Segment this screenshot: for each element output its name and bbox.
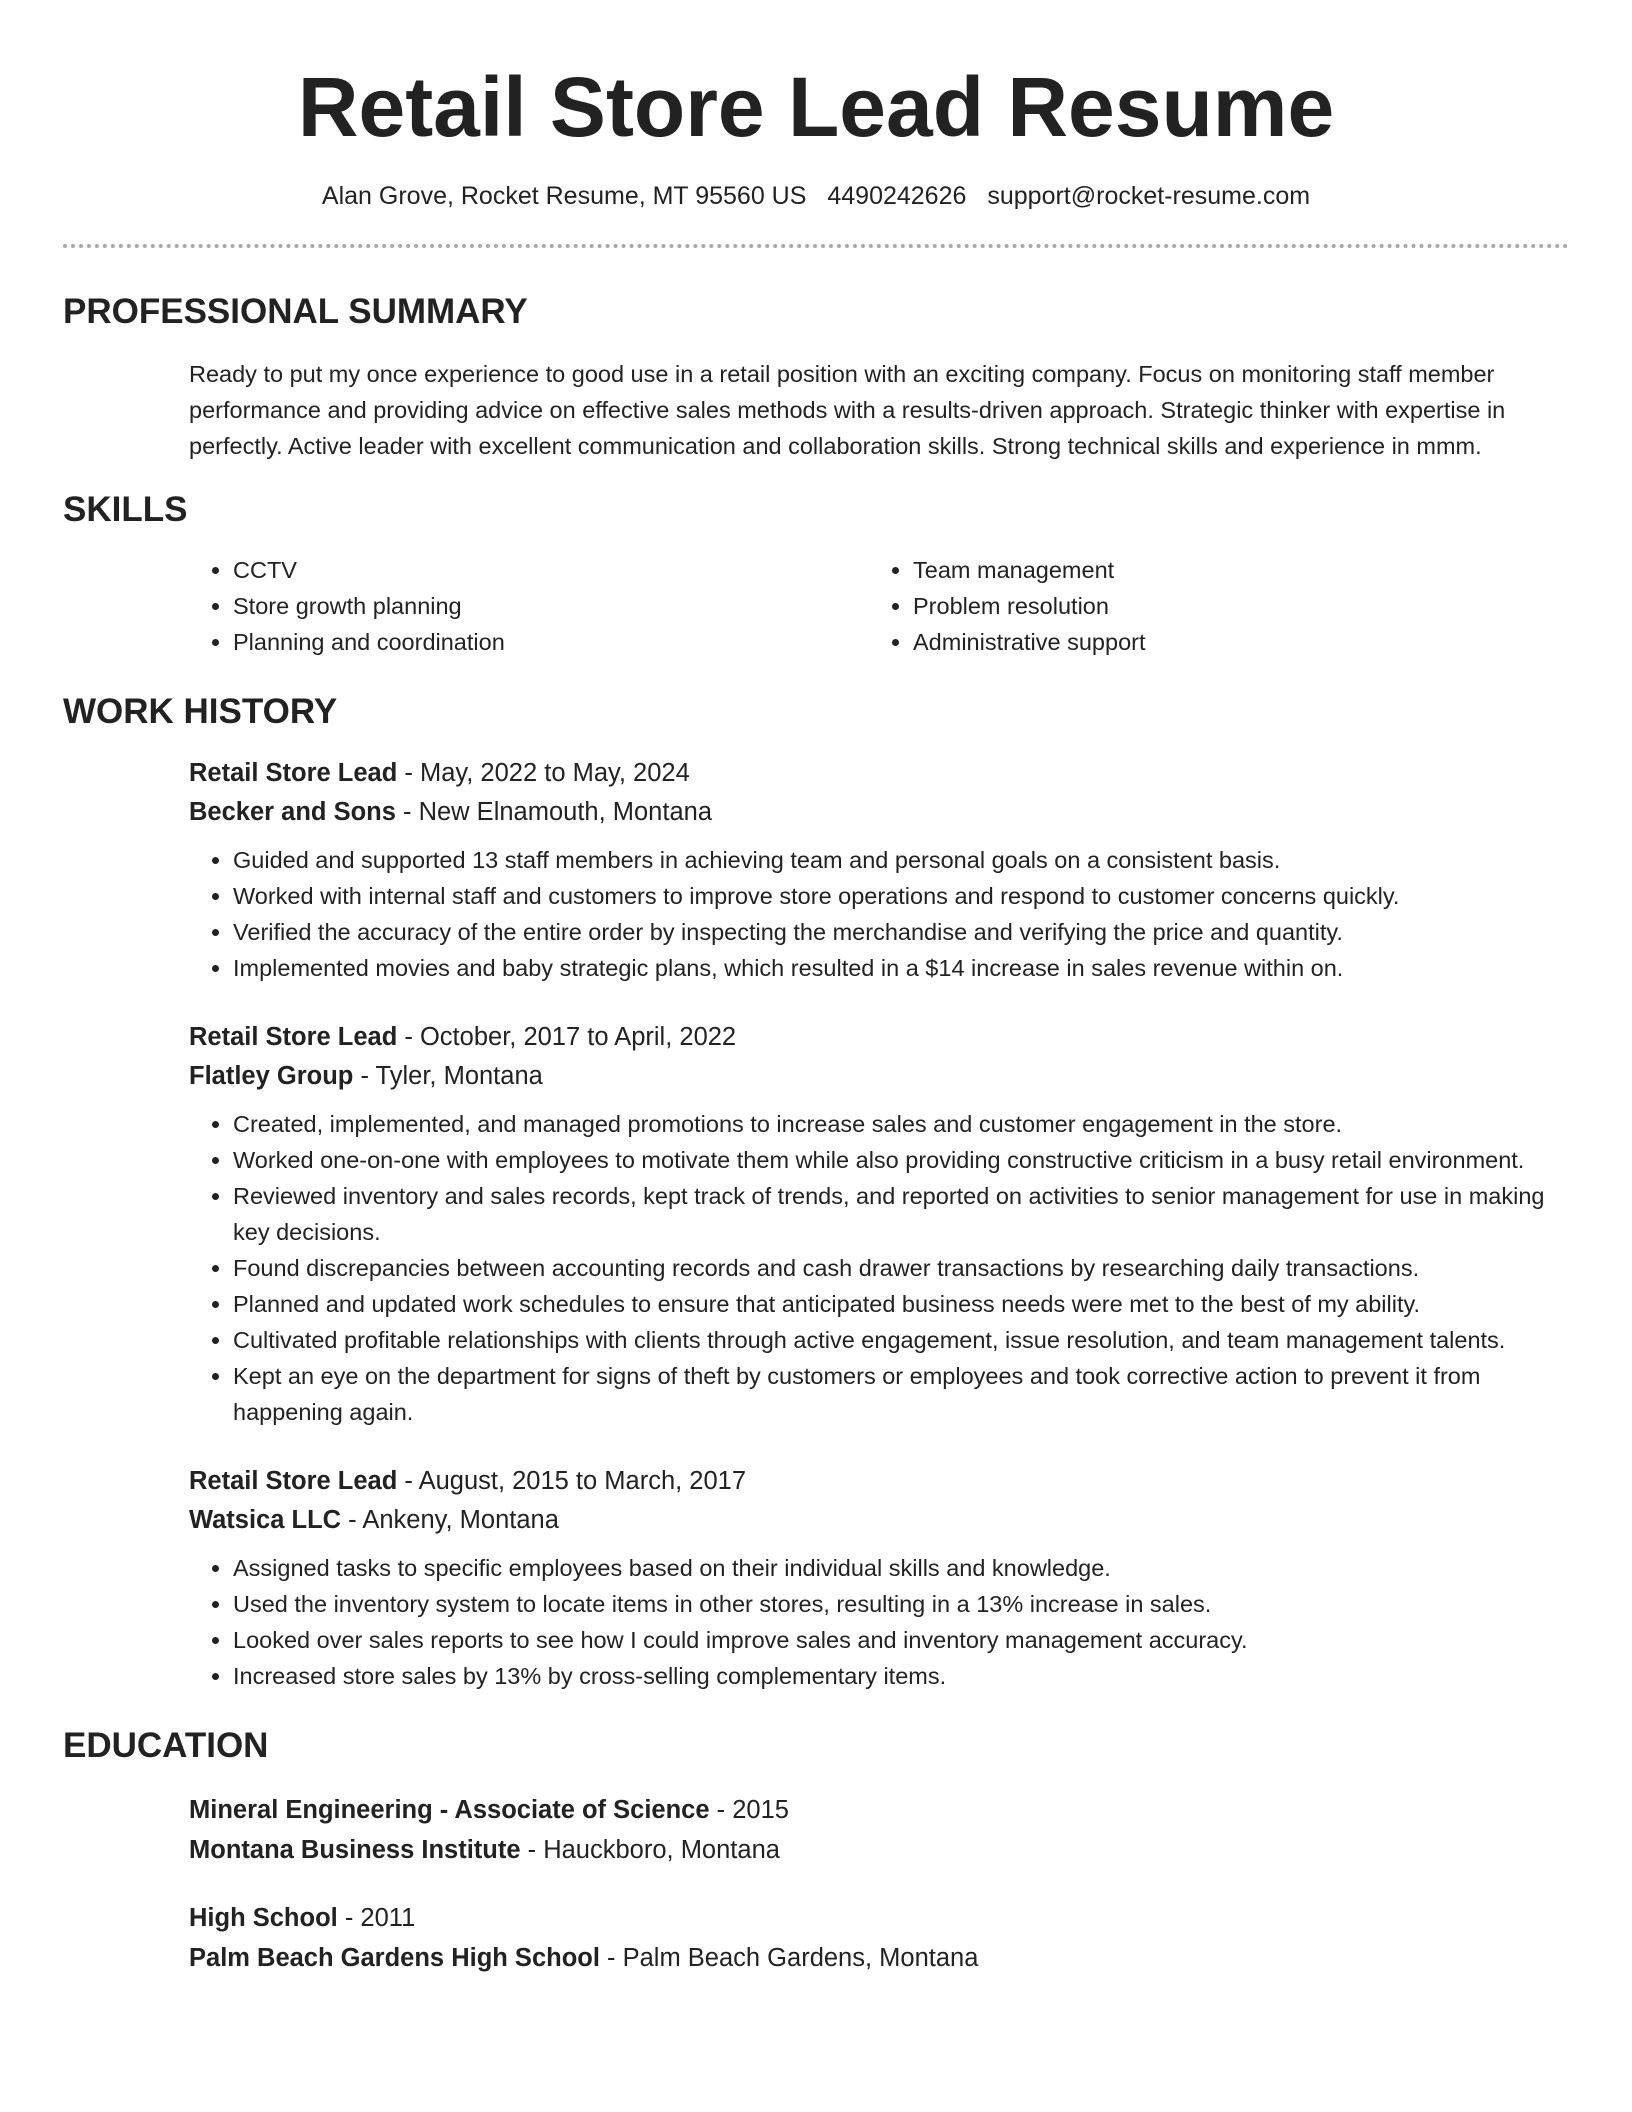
skill-item: • CCTV	[233, 552, 869, 588]
job-dates: - May, 2022 to May, 2024	[397, 759, 690, 787]
job-title: Retail Store Lead	[189, 759, 398, 787]
job-company-line	[189, 793, 1569, 832]
contact-line	[0, 180, 1632, 212]
job-company: Watsica LLC	[189, 1506, 342, 1534]
job-title: Retail Store Lead	[189, 1467, 398, 1495]
education-year: - 2015	[709, 1796, 789, 1824]
education-school: Montana Business Institute	[189, 1836, 521, 1864]
education-school-line	[189, 1830, 1569, 1870]
education-location: - Palm Beach Gardens, Montana	[599, 1944, 979, 1972]
job-title-line	[189, 1462, 1569, 1501]
job-bullet: • Assigned tasks to specific employees based on their individual skills and knowledge.	[233, 1550, 1569, 1586]
job-location: - New Elnamouth, Montana	[395, 798, 712, 826]
job-bullet: • Guided and supported 13 staff members in achieving team and personal goals on a consistent basis.	[233, 842, 1569, 878]
job-title: Retail Store Lead	[189, 1023, 398, 1051]
education-school: Palm Beach Gardens High School	[189, 1944, 600, 1972]
skill-item: • Team management	[913, 552, 1549, 588]
job-bullet: • Worked with internal staff and customers to improve store operations and respond to customer concerns quickly.	[233, 878, 1569, 914]
job-company-line	[189, 1501, 1569, 1540]
job-bullets	[189, 842, 1569, 986]
education-degree: High School	[189, 1904, 338, 1932]
job-company: Flatley Group	[189, 1062, 354, 1090]
skills-column-left	[189, 552, 869, 660]
job-entry	[189, 754, 1569, 986]
job-title-line	[189, 754, 1569, 793]
work-history-heading: WORK HISTORY	[63, 692, 338, 731]
job-location: - Tyler, Montana	[353, 1062, 543, 1090]
education-degree-line	[189, 1898, 1569, 1938]
job-bullet: • Used the inventory system to locate items in other stores, resulting in a 13% increase in sales.	[233, 1586, 1569, 1622]
education-entry	[189, 1790, 1569, 1870]
education-degree-line	[189, 1790, 1569, 1830]
job-bullet: • Cultivated profitable relationships with clients through active engagement, issue resolution, and team management talents.	[233, 1322, 1569, 1358]
education-year: - 2011	[337, 1904, 416, 1932]
job-bullet: • Reviewed inventory and sales records, kept track of trends, and reported on activities to senior management for use in making key decisions.	[233, 1178, 1569, 1250]
job-bullet: • Worked one-on-one with employees to motivate them while also providing constructive criticism in a busy retail environment.	[233, 1142, 1569, 1178]
job-company: Becker and Sons	[189, 798, 396, 826]
education-entry	[189, 1898, 1569, 1978]
job-dates: - August, 2015 to March, 2017	[397, 1467, 747, 1495]
skills-list	[189, 552, 1569, 660]
job-company-line	[189, 1057, 1569, 1096]
job-bullets	[189, 1550, 1569, 1694]
header-divider	[63, 244, 1569, 248]
job-entry	[189, 1018, 1569, 1430]
contact-phone: 4490242626	[827, 182, 967, 210]
summary-section	[0, 290, 1632, 464]
education-heading: EDUCATION	[63, 1726, 269, 1765]
contact-email: support@rocket-resume.com	[987, 182, 1311, 210]
work-history-section	[0, 690, 1632, 1694]
education-school-line	[189, 1938, 1569, 1978]
resume-title: Retail Store Lead Resume	[297, 60, 1335, 154]
contact-address: Alan Grove, Rocket Resume, MT 95560 US	[321, 182, 807, 210]
education-section	[0, 1724, 1632, 1978]
job-bullet: • Verified the accuracy of the entire order by inspecting the merchandise and verifying the price and quantity.	[233, 914, 1569, 950]
summary-heading: PROFESSIONAL SUMMARY	[63, 292, 528, 331]
skill-item: • Planning and coordination	[233, 624, 869, 660]
skill-item: • Administrative support	[913, 624, 1549, 660]
job-bullet: • Kept an eye on the department for signs of theft by customers or employees and took corrective action to prevent it from happening again.	[233, 1358, 1569, 1430]
job-bullet: • Implemented movies and baby strategic plans, which resulted in a $14 increase in sales revenue within on.	[233, 950, 1569, 986]
job-bullets	[189, 1106, 1569, 1430]
job-entry	[189, 1462, 1569, 1694]
skills-column-right	[869, 552, 1549, 660]
skills-section	[0, 488, 1632, 660]
education-degree: Mineral Engineering - Associate of Science	[189, 1796, 710, 1824]
skill-item: • Problem resolution	[913, 588, 1549, 624]
job-bullet: • Looked over sales reports to see how I could improve sales and inventory management accuracy.	[233, 1622, 1569, 1658]
skills-heading: SKILLS	[63, 490, 188, 529]
summary-text: Ready to put my once experience to good use in a retail position with an exciting company. Focus on monitoring staff member performance and providing advice on effective sales methods with a results-driven approach. Strategic thinker with expertise in perfectly. Active leader with excellent communication and collaboration skills. Strong technical skills and experience in mmm.	[189, 361, 1506, 459]
education-location: - Hauckboro, Montana	[520, 1836, 780, 1864]
job-bullet: • Planned and updated work schedules to ensure that anticipated business needs were met to the best of my ability.	[233, 1286, 1569, 1322]
job-dates: - October, 2017 to April, 2022	[397, 1023, 737, 1051]
job-bullet: • Found discrepancies between accounting records and cash drawer transactions by researching daily transactions.	[233, 1250, 1569, 1286]
job-title-line	[189, 1018, 1569, 1057]
skill-item: • Store growth planning	[233, 588, 869, 624]
job-bullet: • Created, implemented, and managed promotions to increase sales and customer engagement in the store.	[233, 1106, 1569, 1142]
job-location: - Ankeny, Montana	[341, 1506, 559, 1534]
job-bullet: • Increased store sales by 13% by cross-selling complementary items.	[233, 1658, 1569, 1694]
